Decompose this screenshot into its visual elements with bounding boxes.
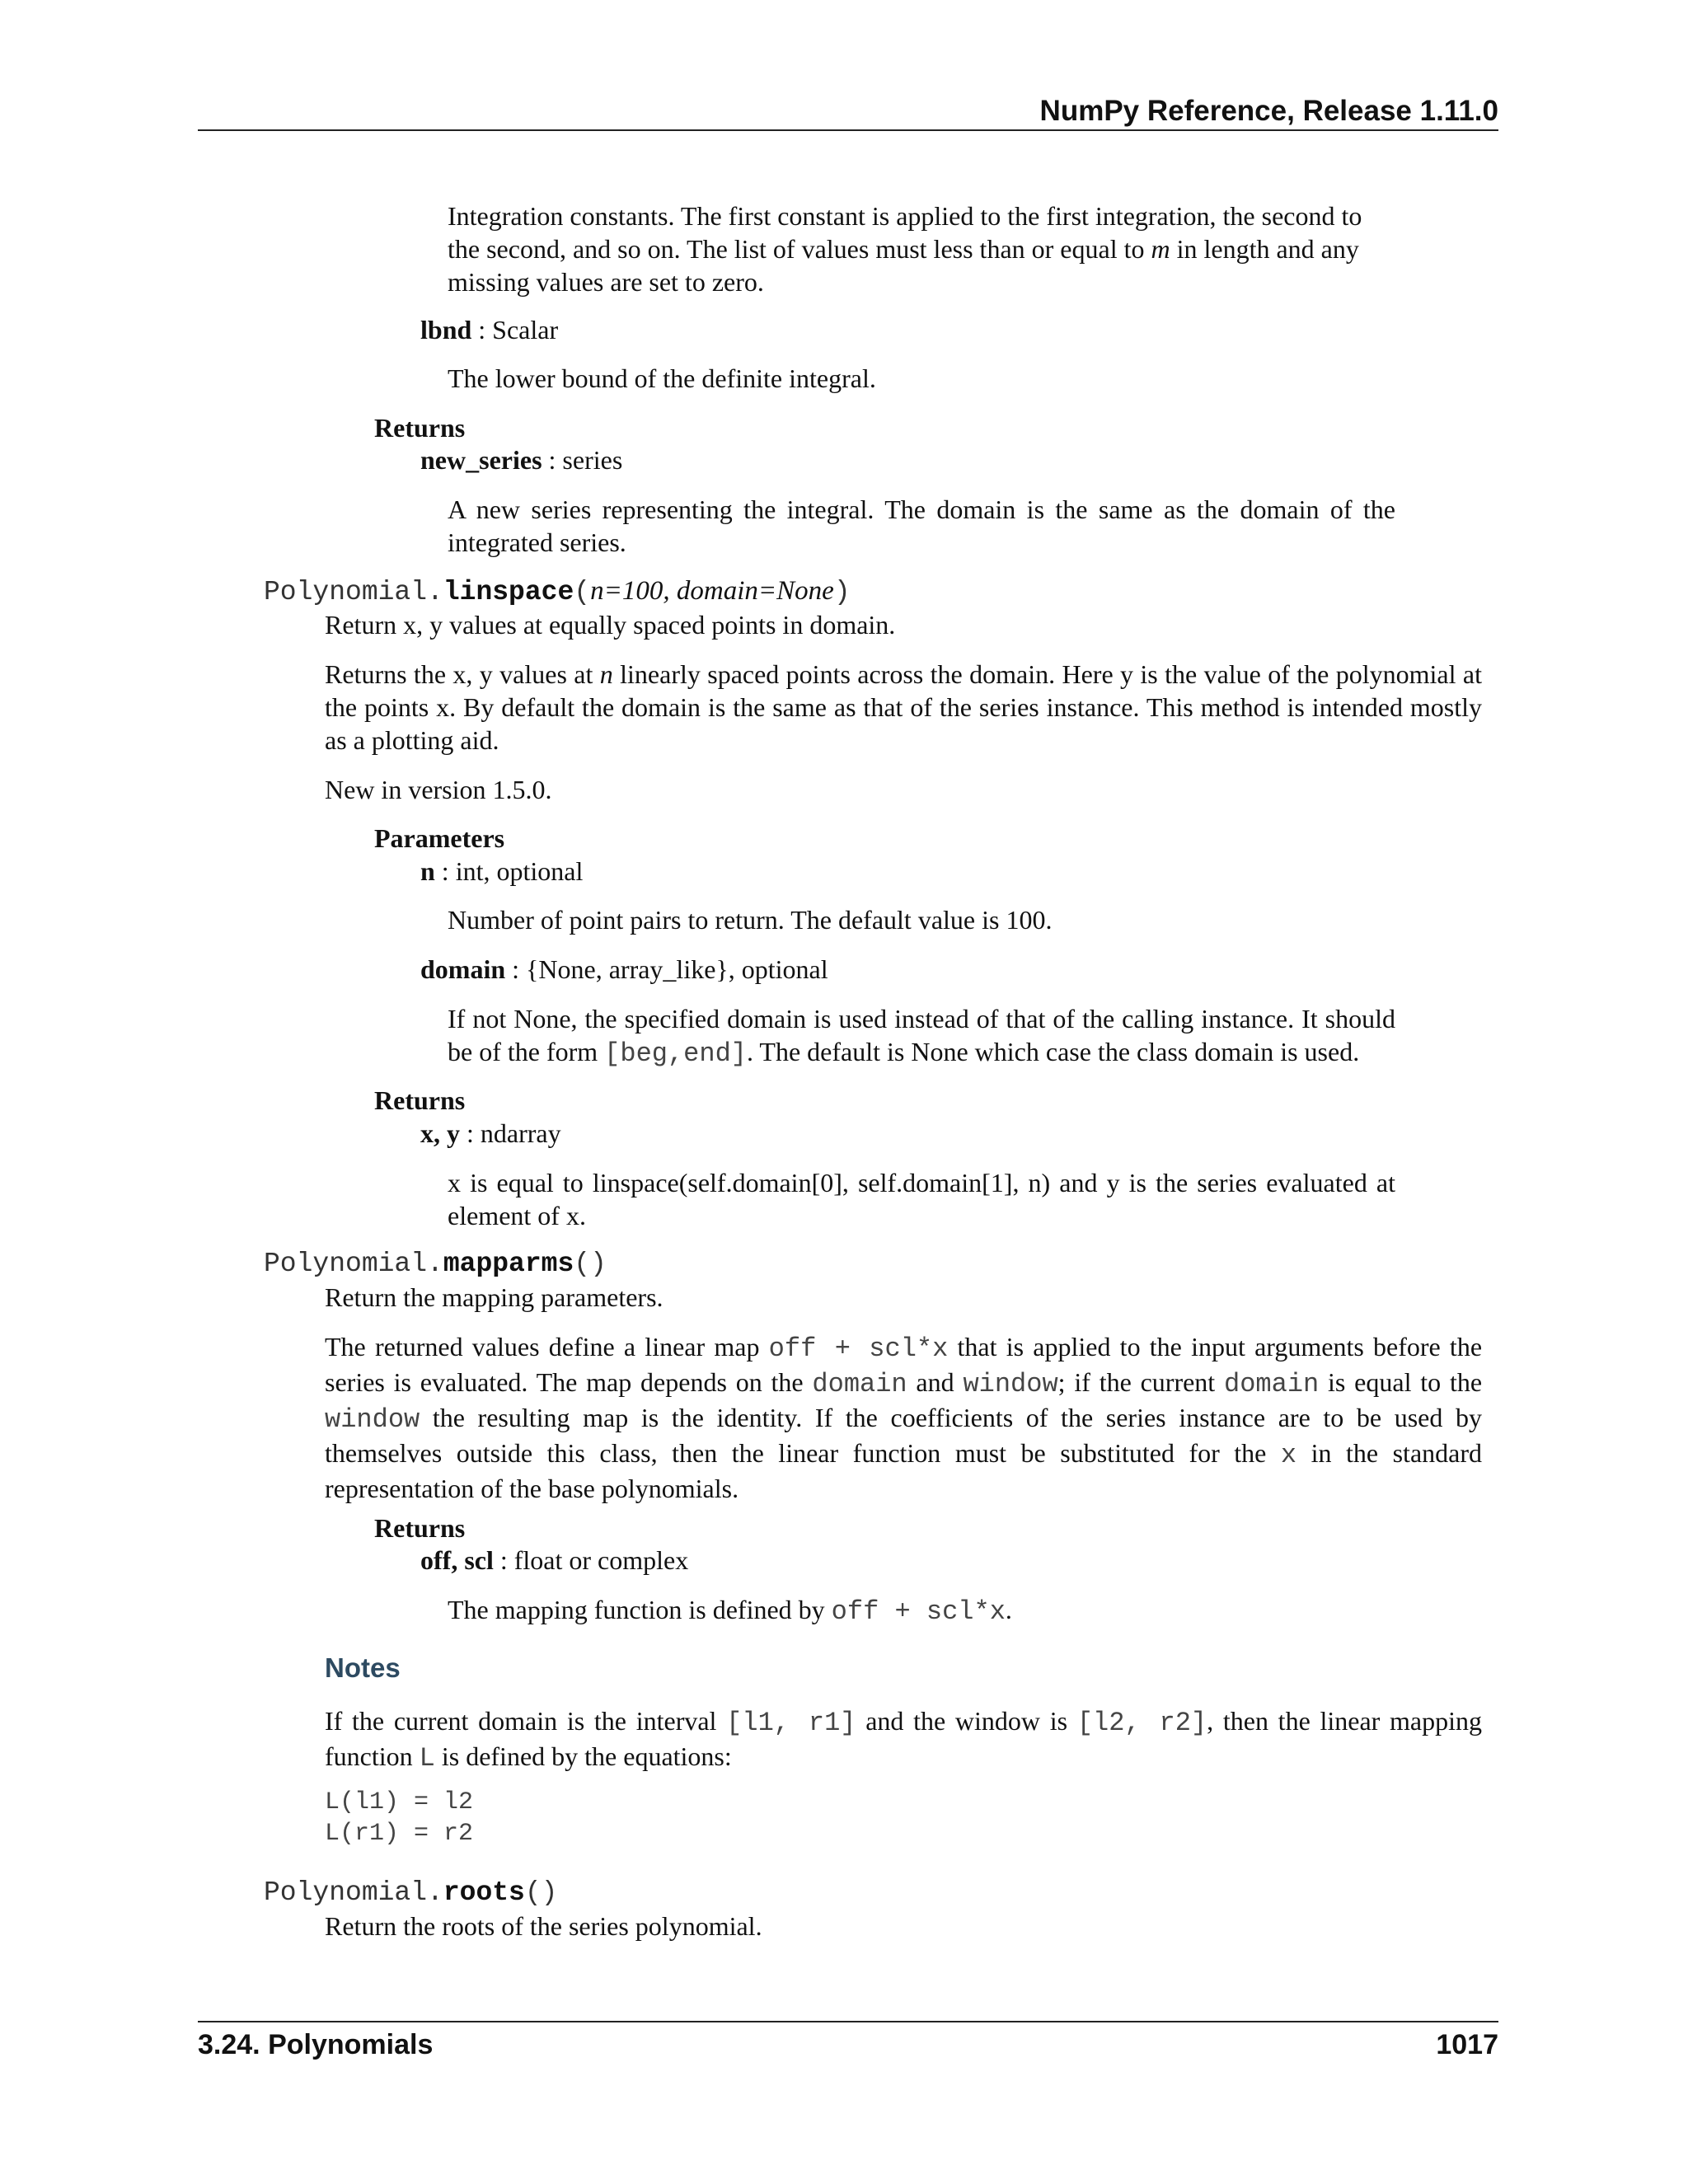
param-n-description: Number of point pairs to return. The default value is 100.	[448, 905, 1053, 935]
linspace-summary: Return x, y values at equally spaced points in domain.	[325, 610, 896, 640]
roots-summary: Return the roots of the series polynomial.	[325, 1911, 762, 1941]
return-xy-description: x is equal to linspace(self.domain[0], self.domain[1], n) and y is the series evaluated at element of x.	[448, 1168, 1395, 1230]
returns-label: Returns	[374, 1085, 466, 1115]
return-new-series: new_series : series	[420, 445, 623, 475]
signature-mapparms[interactable]: Polynomial.mapparms()	[264, 1249, 607, 1279]
signature-roots[interactable]: Polynomial.roots()	[264, 1877, 558, 1908]
footer-page-number: 1017	[1436, 2029, 1498, 2060]
param-domain-description: If not None, the specified domain is used instead of that of the calling instance. It should be of the form [beg,end]. The default is None which case the class domain is used.	[448, 1004, 1395, 1069]
mapparms-description: The returned values define a linear map off + scl*x that is applied to the input arguments before the series is evaluated. The map depends on the domain and window; if the current domain is equal to the window the resulting map is the identity. If the coefficients of the series instance are to be used by themselves outside this class, then the linear function must be substituted for the x in the standard representation of the base polynomials.	[325, 1332, 1483, 1503]
return-xy: x, y : ndarray	[420, 1118, 561, 1148]
returns-label: Returns	[374, 1513, 466, 1543]
notes-paragraph: If the current domain is the interval [l1, r1] and the window is [l2, r2], then the linear mapping function L is defined by the equations:	[325, 1706, 1483, 1774]
mapparms-summary: Return the mapping parameters.	[325, 1282, 663, 1312]
signature-linspace[interactable]: Polynomial.linspace(n=100, domain=None)	[264, 576, 851, 607]
notes-heading: Notes	[325, 1652, 401, 1683]
code-line: L(r1) = r2	[325, 1820, 474, 1848]
linspace-description: Returns the x, y values at n linearly spaced points across the domain. Here y is the value of the polynomial at the points x. By default the domain is the same as that of the series instance. This method is intended mostly as a plotting aid.	[325, 659, 1483, 755]
param-domain: domain : {None, array_like}, optional	[420, 954, 828, 984]
parameters-label: Parameters	[374, 823, 505, 853]
param-lbnd-description: The lower bound of the definite integral.	[448, 363, 876, 393]
param-lbnd: lbnd : Scalar	[420, 315, 559, 344]
running-header-title: NumPy Reference, Release 1.11.0	[1039, 95, 1498, 127]
code-block-equations	[325, 1787, 473, 1849]
header-rule	[198, 129, 1498, 131]
integ-k-description: Integration constants. The first constant is applied to the first integration, the second to the second, and so on. The list of values must less than or equal to m in length and any missing values are set to zero.	[448, 201, 1362, 297]
param-n: n : int, optional	[420, 856, 584, 886]
code-line: L(l1) = l2	[325, 1788, 474, 1816]
return-off-scl: off, scl : float or complex	[420, 1545, 689, 1575]
footer-rule	[198, 2021, 1498, 2022]
returns-label: Returns	[374, 413, 466, 443]
return-off-scl-description: The mapping function is defined by off + scl*x.	[448, 1595, 1012, 1627]
footer-section-title: 3.24. Polynomials	[198, 2029, 434, 2060]
linspace-version-note: New in version 1.5.0.	[325, 775, 552, 804]
return-new-series-description: A new series representing the integral. The domain is the same as the domain of the integrated series.	[448, 494, 1395, 557]
